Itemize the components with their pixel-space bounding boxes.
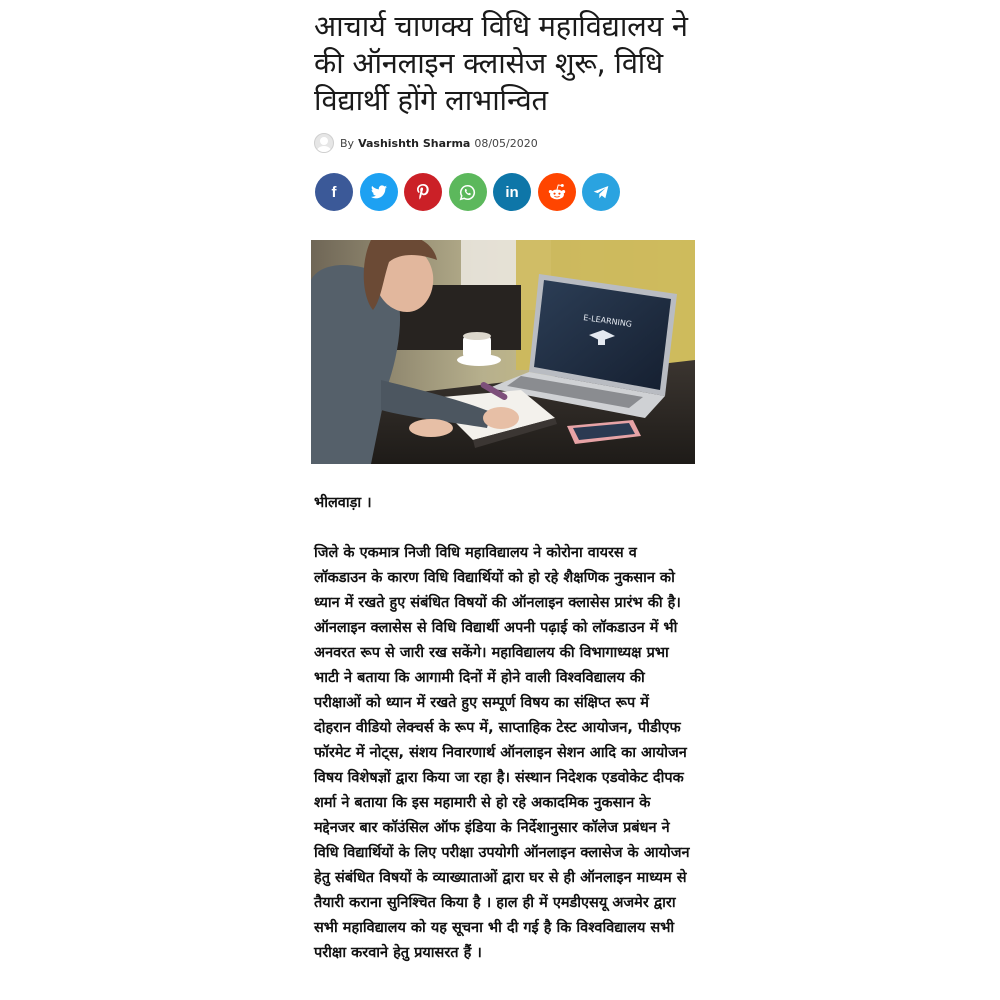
screen-text: E-LEARNING	[582, 313, 633, 329]
share-button-telegram[interactable]	[582, 173, 620, 211]
share-button-whatsapp[interactable]	[449, 173, 487, 211]
article-body: जिले के एकमात्र निजी विधि महाविद्यालय ने कोरोना वायरस व लॉकडाउन के कारण विधि विद्यार्थियों को हो रहे शैक्षणिक नुकसान को ध्यान में रखते हुए संबंधित विषयों की ऑनलाइन क्लासेस प्रारंभ की है। ऑनलाइन क्लासेस से विधि विद्यार्थी अपनी पढ़ाई को लॉकडाउन में भी अनवरत रूप से जारी रख सकेंगे। महाविद्यालय की विभागाध्यक्ष प्रभा भाटी ने बताया कि आगामी दिनों में होने वाली विश्वविद्यालय की परीक्षाओं को ध्यान में रखते हुए सम्पूर्ण विषय का संक्षिप्त रूप में दोहरान वीडियो लेक्चर्स के रूप में, साप्ताहिक टेस्ट आयोजन, पीडीएफ फॉरमेट में नोट्स, संशय निवारणार्थ ऑनलाइन सेशन आदि का आयोजन विषय विशेषज्ञों द्वारा किया जा रहा है। संस्थान निदेशक एडवोकेट दीपक शर्मा ने बताया कि इस महामारी से हो रहे अकादमिक नुकसान के मद्देनजर बार कॉउंसिल ऑफ इंडिया के निर्देशानुसार कॉलेज प्रबंधन ने विधि विद्यार्थियों के लिए परीक्षा उपयोगी ऑनलाइन क्लासेज के आयोजन हेतु संबंधित विषयों के व्याख्याताओं द्वारा घर से ही ऑनलाइन माध्यम से तैयारी कराना सुनिश्चित किया है । हाल ही में एमडीएसयू अजमेर द्वारा सभी महाविद्यालय को यह सूचना भी दी गई है कि विश्वविद्यालय सभी परीक्षा करवाने हेतु प्रयासरत हैं ।	[314, 545, 690, 961]
pinterest-icon	[417, 184, 429, 200]
share-button-linkedin[interactable]	[493, 173, 531, 211]
publish-date: 08/05/2020	[474, 136, 538, 150]
share-button-pinterest[interactable]	[404, 173, 442, 211]
byline	[314, 133, 538, 153]
share-button-reddit[interactable]	[538, 173, 576, 211]
whatsapp-icon	[459, 184, 476, 201]
reddit-icon	[547, 183, 567, 201]
article-title: आचार्य चाणक्य विधि महाविद्यालय ने की ऑनलाइन क्लासेज शुरू, विधि विद्यार्थी होंगे लाभान्वित	[314, 9, 688, 117]
share-button-twitter[interactable]	[360, 173, 398, 211]
hero-image	[311, 240, 695, 464]
article	[314, 0, 699, 961]
author-link[interactable]: Vashishth Sharma	[358, 136, 471, 150]
twitter-icon	[371, 185, 387, 199]
byline-by-label: By	[340, 136, 355, 150]
author-avatar	[314, 133, 334, 153]
telegram-icon	[593, 185, 609, 199]
location-dateline: भीलवाड़ा ।	[314, 495, 372, 511]
share-bar	[315, 173, 627, 211]
facebook-icon: f	[331, 183, 337, 201]
share-button-facebook[interactable]	[315, 173, 353, 211]
e-learning-photo	[311, 240, 695, 464]
linkedin-icon: in	[505, 183, 519, 201]
